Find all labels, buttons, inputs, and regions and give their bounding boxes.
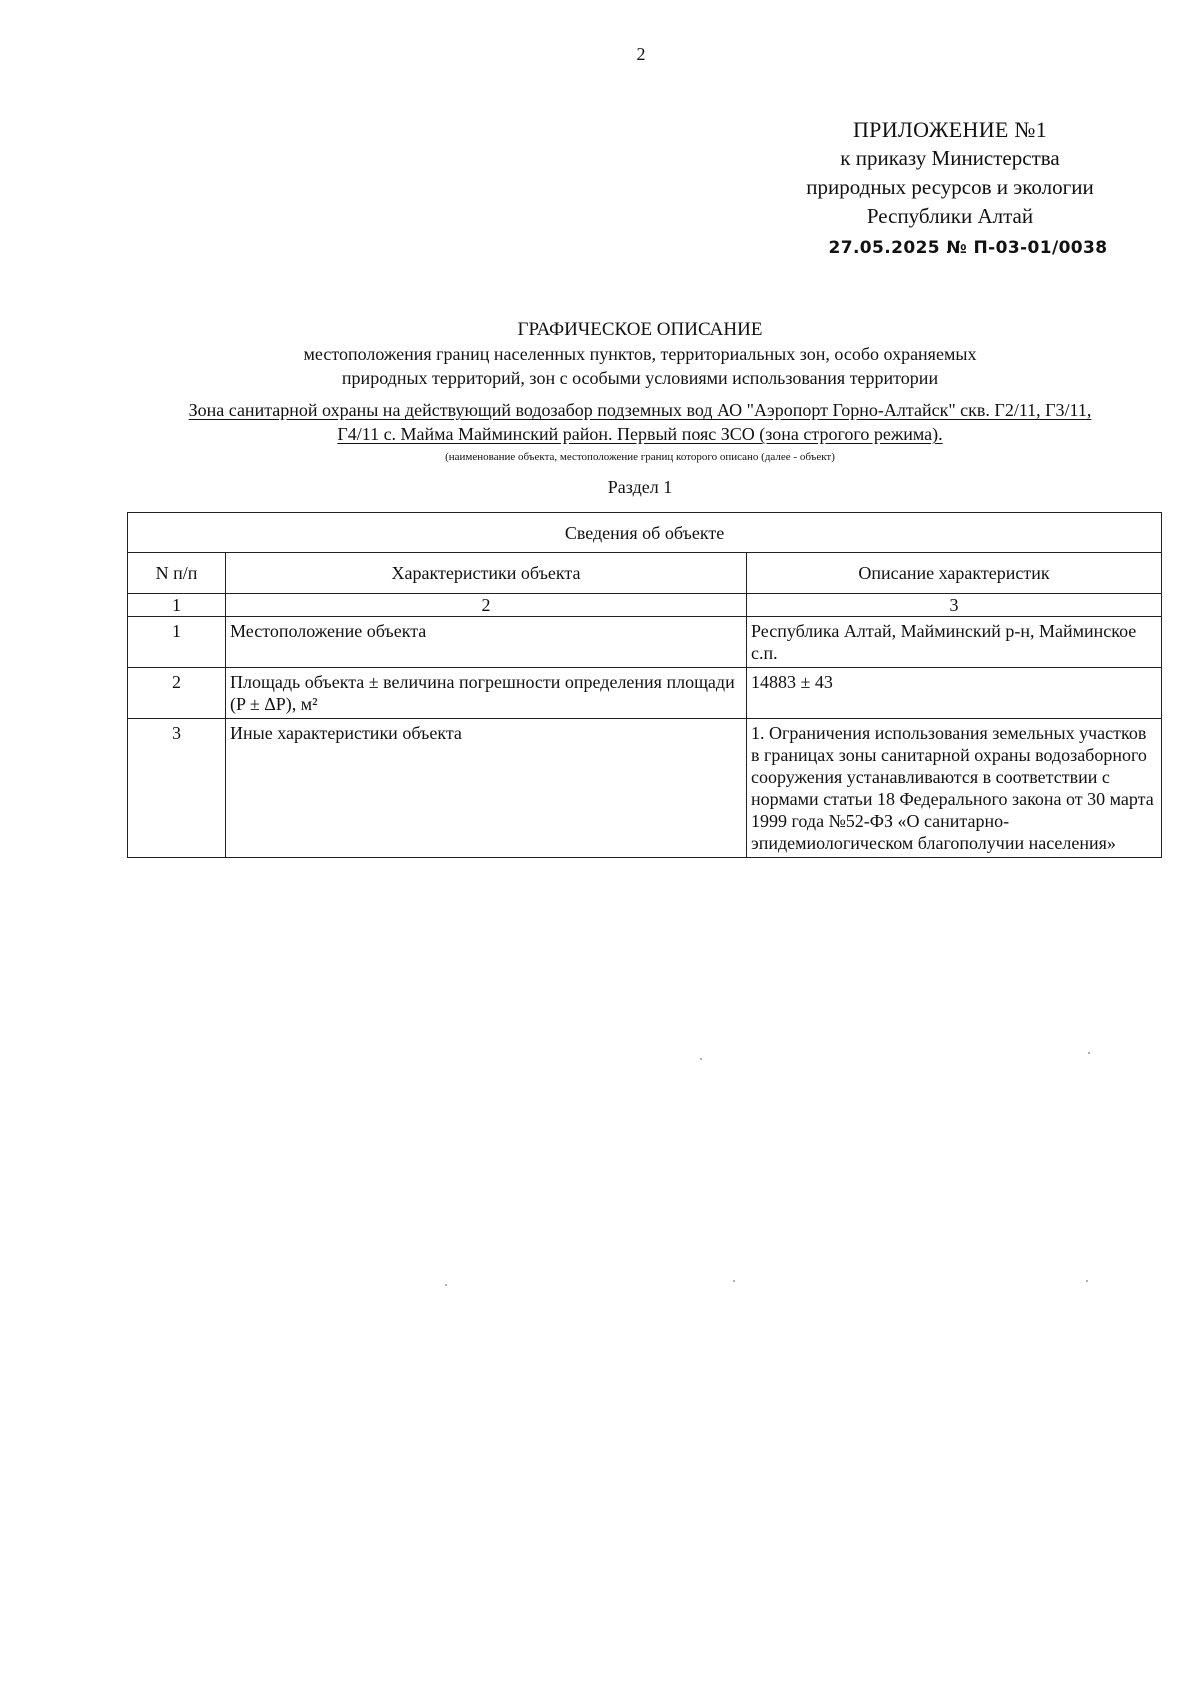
table-caption: Сведения об объекте bbox=[128, 513, 1162, 553]
page-number: 2 bbox=[636, 44, 646, 64]
column-number: 2 bbox=[226, 594, 747, 617]
appendix-block bbox=[780, 115, 1120, 231]
row-description: Республика Алтай, Майминский р-н, Майминское с.п. bbox=[747, 617, 1162, 668]
header-characteristic: Характеристики объекта bbox=[226, 553, 747, 594]
appendix-line-1: к приказу Министерства bbox=[840, 146, 1060, 170]
table-row bbox=[128, 668, 1162, 719]
table-column-numbers-row bbox=[128, 594, 1162, 617]
column-number: 1 bbox=[128, 594, 226, 617]
document-heading bbox=[120, 318, 1160, 390]
scan-speck bbox=[700, 1058, 702, 1060]
row-characteristic: Площадь объекта ± величина погрешности определения площади (P ± ΔP), м² bbox=[226, 668, 747, 719]
header-description: Описание характеристик bbox=[747, 553, 1162, 594]
table-row bbox=[128, 617, 1162, 668]
row-characteristic: Местоположение объекта bbox=[226, 617, 747, 668]
header-num: N п/п bbox=[128, 553, 226, 594]
appendix-line-2: природных ресурсов и экологии bbox=[806, 175, 1094, 199]
table-header-row bbox=[128, 553, 1162, 594]
scan-speck bbox=[733, 1280, 735, 1282]
object-caption: (наименование объекта, местоположение границ которого описано (далее - объект) bbox=[445, 451, 835, 463]
row-description: 1. Ограничения использования земельных участков в границах зоны санитарной охраны водозаборного сооружения устанавливаются в соответствии с нормами статьи 18 Федерального закона от 30 марта 1999 года №52-ФЗ «О санитарно-эпидемиологическом благополучии населения» bbox=[747, 719, 1162, 858]
scan-speck bbox=[445, 1284, 447, 1286]
row-description: 14883 ± 43 bbox=[747, 668, 1162, 719]
order-reference-stamp: 27.05.2025 № П-03-01/0038 bbox=[828, 238, 1108, 258]
appendix-line-3: Республики Алтай bbox=[866, 204, 1034, 228]
row-num: 3 bbox=[128, 719, 226, 858]
object-name bbox=[118, 398, 1162, 446]
table-row bbox=[128, 719, 1162, 858]
appendix-title: ПРИЛОЖЕНИЕ №1 bbox=[852, 117, 1048, 142]
scan-speck bbox=[1086, 1280, 1088, 1282]
scan-speck bbox=[1088, 1052, 1090, 1054]
column-number: 3 bbox=[747, 594, 1162, 617]
table-caption-row bbox=[128, 513, 1162, 553]
row-num: 1 bbox=[128, 617, 226, 668]
heading-line-2: природных территорий, зон с особыми условиями использования территории bbox=[341, 368, 939, 388]
row-num: 2 bbox=[128, 668, 226, 719]
object-name-line-2: Г4/11 с. Майма Майминский район. Первый пояс ЗСО (зона строгого режима). bbox=[337, 424, 943, 444]
section-title: Раздел 1 bbox=[607, 477, 673, 497]
row-characteristic: Иные характеристики объекта bbox=[226, 719, 747, 858]
object-info-table bbox=[127, 512, 1162, 858]
object-name-line-1: Зона санитарной охраны на действующий водозабор подземных вод АО "Аэропорт Горно-Алтайск" скв. Г2/11, Г3/11, bbox=[188, 400, 1092, 420]
heading-line-1: местоположения границ населенных пунктов, территориальных зон, особо охраняемых bbox=[303, 344, 977, 364]
heading-title: ГРАФИЧЕСКОЕ ОПИСАНИЕ bbox=[517, 319, 763, 340]
